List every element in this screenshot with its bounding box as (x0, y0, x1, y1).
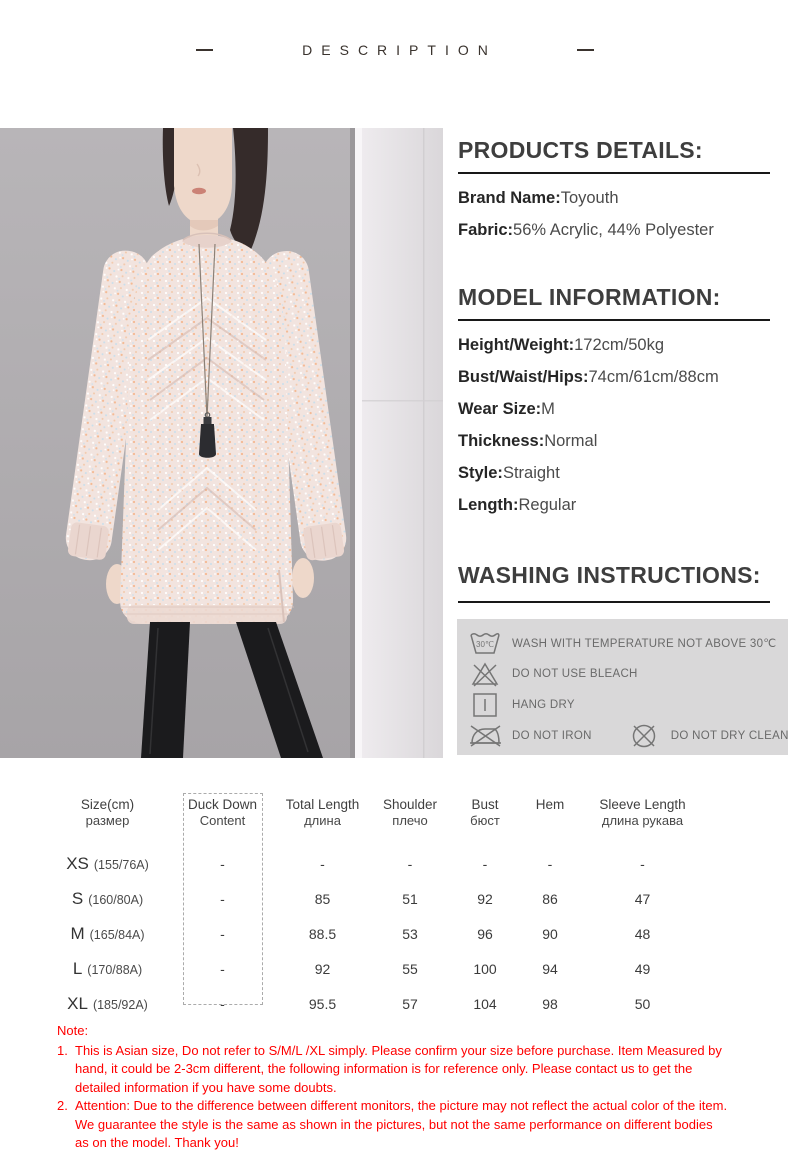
spec-value: 74cm/61cm/88cm (588, 368, 719, 386)
spec-value: Regular (518, 496, 577, 514)
size-cell: XS (155/76A) (66, 853, 149, 873)
description-banner (0, 0, 790, 100)
value-cell: 47 (634, 890, 651, 907)
wash-item-row-iron-dryclean (467, 720, 788, 751)
spec-row-fabric (458, 214, 770, 246)
size-cell: M (165/84A) (70, 923, 145, 943)
spec-label: Length: (458, 496, 519, 514)
value-cell: 95.5 (308, 995, 337, 1012)
products-details-section (458, 136, 770, 246)
no-dry-clean-icon (626, 723, 662, 749)
value-cell: 49 (634, 960, 651, 977)
table-row-s (50, 881, 700, 916)
header-cell-hem: Hem (535, 797, 565, 812)
value-cell: 48 (634, 925, 651, 942)
washing-instructions-section (458, 561, 770, 603)
size-cell: L (170/88A) (72, 958, 143, 978)
value-cell: 85 (314, 890, 331, 907)
spec-value: Toyouth (560, 189, 619, 207)
value-cell: - (482, 855, 488, 872)
value-cell: 104 (473, 995, 497, 1012)
section-divider (458, 319, 770, 321)
header-cell-shoulder: Shoulder плечо (382, 797, 438, 828)
note-item-1 (57, 1042, 729, 1098)
washing-instructions-box (457, 619, 788, 755)
size-note (57, 1022, 729, 1153)
no-iron-icon (467, 723, 503, 748)
spec-value: Normal (544, 432, 598, 450)
header-cell-total-length: Total Length длина (285, 797, 360, 828)
table-row-xs (50, 846, 700, 881)
note-item-2 (57, 1097, 729, 1153)
size-table-header-row (50, 790, 700, 846)
note-title: Note: (57, 1023, 89, 1038)
header-cell-sleeve-length: Sleeve Length длина рукава (599, 797, 686, 828)
product-photo-image (0, 128, 443, 758)
value-cell: - (220, 925, 225, 942)
value-cell: 88.5 (308, 925, 337, 942)
dash-line-left (196, 49, 213, 51)
value-cell: 92 (477, 890, 493, 907)
table-row-m (50, 916, 700, 951)
dash-line-right (577, 49, 594, 51)
value-cell: - (220, 855, 225, 872)
washing-instructions-title: WASHING INSTRUCTIONS: (458, 562, 761, 588)
svg-text:30℃: 30℃ (476, 640, 494, 649)
value-cell: 92 (314, 960, 331, 977)
spec-row-brand (458, 182, 770, 214)
section-divider (458, 601, 770, 603)
value-cell: - (547, 855, 553, 872)
value-cell: 96 (477, 925, 493, 942)
spec-value: Straight (502, 464, 560, 482)
value-cell: 53 (402, 925, 418, 942)
products-details-title: PRODUCTS DETAILS: (458, 137, 703, 163)
spec-row-length (458, 489, 770, 521)
value-cell: 55 (402, 960, 418, 977)
value-cell: - (220, 960, 225, 977)
wash-30-icon (467, 629, 503, 656)
size-cell: XL (185/92A) (67, 993, 148, 1013)
table-row-l (50, 951, 700, 986)
size-cell: S (160/80A) (71, 888, 144, 908)
wash-item-label: DO NOT USE BLEACH (512, 667, 638, 680)
value-cell: - (320, 855, 325, 872)
spec-row-height-weight (458, 329, 770, 361)
spec-value: M (541, 400, 555, 418)
header-cell-bust: Bust бюст (470, 797, 500, 828)
section-divider (458, 172, 770, 174)
wash-item-label: DO NOT DRY CLEAN (670, 729, 789, 742)
wash-item-label: DO NOT IRON (512, 729, 592, 742)
note-text: Attention: Due to the difference between different monitors, the picture may not reflect the actual color of the item. We guarantee the style is the same as shown in the pictures, but not the same performance on different bodies as on the model. Thank you! (75, 1098, 728, 1150)
hang-dry-icon (467, 692, 503, 718)
spec-label: Wear Size: (458, 400, 542, 418)
spec-row-style (458, 457, 770, 489)
wash-item-hang-dry (467, 689, 788, 720)
wash-item-temperature (467, 627, 788, 658)
header-cell-size: Size(cm) размер (80, 797, 135, 828)
table-row-xl (50, 986, 700, 1021)
spec-value: 172cm/50kg (574, 336, 664, 354)
model-information-section (458, 283, 770, 521)
spec-row-thickness (458, 425, 770, 457)
description-title: DESCRIPTION (302, 42, 497, 58)
note-number: 2. (57, 1098, 68, 1113)
value-cell: 51 (402, 890, 418, 907)
spec-label: Bust/Waist/Hips: (458, 368, 589, 386)
header-cell-duck-down: Duck Down Content (187, 797, 258, 828)
spec-label: Fabric: (458, 221, 514, 239)
value-cell: 57 (402, 995, 418, 1012)
value-cell: 100 (473, 960, 497, 977)
spec-row-bust-waist-hips (458, 361, 770, 393)
model-illustration (0, 128, 443, 758)
value-cell: - (640, 855, 645, 872)
model-information-title: MODEL INFORMATION: (458, 284, 721, 310)
spec-label: Brand Name: (458, 189, 561, 207)
value-cell: 86 (542, 890, 558, 907)
value-cell: - (220, 995, 225, 1012)
spec-label: Height/Weight: (458, 336, 575, 354)
wash-item-no-bleach (467, 658, 788, 689)
wash-item-label: WASH WITH TEMPERATURE NOT ABOVE 30℃ (512, 637, 777, 650)
wash-item-label: HANG DRY (512, 698, 575, 711)
spec-label: Thickness: (458, 432, 545, 450)
spec-value: 56% Acrylic, 44% Polyester (513, 221, 714, 239)
no-bleach-icon (467, 660, 503, 687)
value-cell: 90 (542, 925, 558, 942)
spec-row-wear-size (458, 393, 770, 425)
spec-label: Style: (458, 464, 503, 482)
value-cell: - (407, 855, 413, 872)
value-cell: 98 (542, 995, 558, 1012)
note-number: 1. (57, 1042, 68, 1058)
value-cell: 94 (542, 960, 558, 977)
note-text: This is Asian size, Do not refer to S/M/L /XL simply. Please confirm your size before purchase. Item Measured by hand, it could be 2-3cm different, the following information is for reference only. Please contact us to get the detailed information if you have some doubts. (75, 1042, 722, 1095)
size-table (50, 790, 700, 1021)
value-cell: 50 (634, 995, 651, 1012)
value-cell: - (220, 890, 225, 907)
